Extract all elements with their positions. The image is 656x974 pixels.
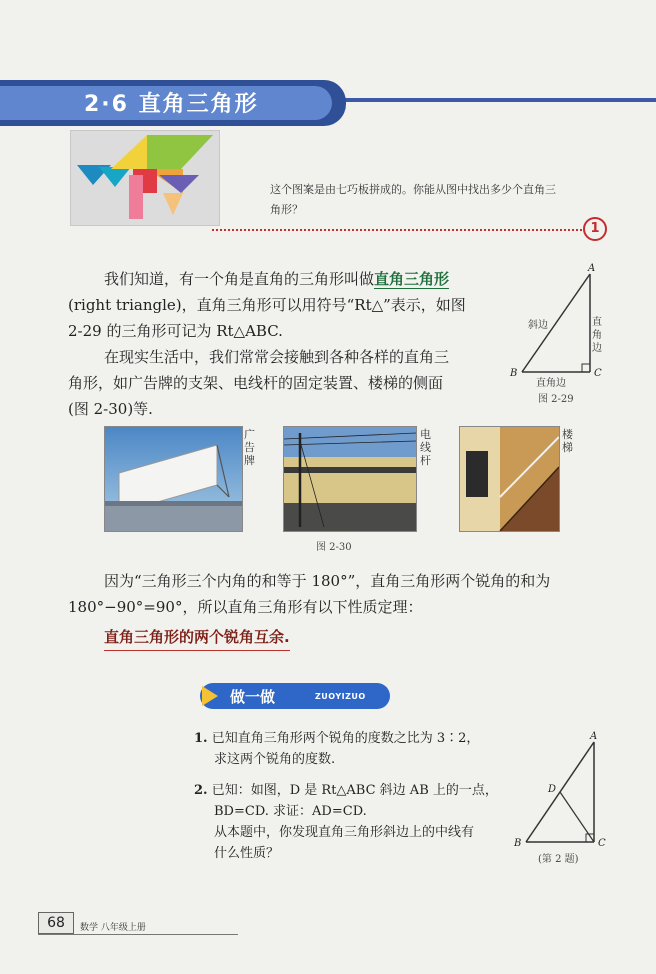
figure-question-2 [510, 730, 616, 866]
tangram-piece-peach [163, 193, 183, 215]
vertex-b-label: B [510, 368, 518, 379]
tangram-piece-pink [129, 175, 143, 219]
pole-illustration [284, 427, 416, 531]
label-billboard: 广告牌 [244, 428, 255, 467]
street [284, 503, 416, 531]
question-1-text: 已知直角三角形两个锐角的度数之比为 3∶2， [211, 731, 480, 746]
label-pole: 电线杆 [420, 428, 431, 467]
building [105, 505, 242, 531]
point-b-label: B [514, 838, 522, 849]
figure-question-2-caption: (第 2 题) [538, 854, 579, 865]
vertex-a-label: A [588, 263, 596, 274]
p1-line3: 2-29 的三角形可记为 Rt△ABC. [68, 322, 283, 340]
paragraph-3-line2: 180°−90°=90°，所以直角三角形有以下性质定理： [68, 598, 423, 616]
paragraph-2-line1: 在现实生活中，我们常常会接触到各种各样的直角三 [104, 348, 450, 366]
tangram-caption-line2: 角形？ [270, 203, 303, 216]
term-right-triangle: 直角三角形 [374, 270, 450, 288]
tangram-image [70, 130, 220, 226]
paragraph-3-line1: 因为“三角形三个内角的和等于 180°”，直角三角形两个锐角的和为 [104, 572, 551, 590]
p1-line2: (right triangle)，直角三角形可以用符号“Rt△”表示，如图 [68, 296, 466, 314]
question-2-line2: BD=CD. 求证：AD=CD. [214, 804, 367, 819]
p2-line3: (图 2-30)等. [68, 400, 153, 418]
figure-2-29 [504, 262, 624, 407]
vertical-leg-label: 直角边 [592, 317, 602, 354]
tangram-caption [270, 180, 600, 220]
footer-book-title: 数学 八年级上册 [80, 923, 146, 933]
billboard-illustration [105, 427, 242, 531]
question-2-line4: 什么性质？ [214, 846, 280, 861]
figure-2-30-caption: 图 2-30 [316, 542, 352, 553]
awning [284, 467, 416, 473]
question-1-line1 [194, 728, 514, 749]
section-marker: 1 [583, 217, 607, 241]
point-a-label: A [590, 731, 598, 742]
activity-title: 做一做 [230, 688, 276, 706]
label-stairs: 楼梯 [562, 428, 573, 454]
horizontal-leg-label: 直角边 [536, 378, 566, 389]
question-2-line3: 从本题中，你发现直角三角形斜边上的中线有 [214, 825, 475, 840]
dotted-rule [212, 229, 582, 231]
tangram-piece-purple [159, 175, 199, 193]
p1-text: 我们知道，有一个角是直角的三角形叫做 [104, 270, 375, 288]
tangram-piece-cyan [99, 167, 131, 187]
tangram-piece-green [147, 135, 213, 169]
tangram-piece-yellow [111, 135, 147, 169]
question-1-number: 1. [194, 731, 208, 746]
paragraph-1-rest [68, 292, 504, 344]
building-wall [284, 457, 416, 503]
point-d-label: D [548, 784, 557, 795]
vertex-c-label: C [594, 368, 602, 379]
question-2-line1 [194, 780, 514, 801]
question-1-line2: 求这两个锐角的度数. [214, 752, 336, 767]
question-2-text: 已知：如图，D 是 Rt△ABC 斜边 AB 上的一点， [211, 783, 498, 798]
figure-2-29-svg [504, 262, 624, 407]
play-arrow-icon [202, 686, 218, 706]
point-c-label: C [598, 838, 606, 849]
p2-line2: 角形，如广告牌的支架、电线杆的固定装置、楼梯的侧面 [68, 374, 444, 392]
question-2-number: 2. [194, 783, 208, 798]
tangram-svg [71, 131, 219, 225]
title-rule [330, 98, 656, 102]
figure-2-29-caption: 图 2-29 [538, 394, 574, 405]
activity-subtitle: ZUOYIZUO [315, 692, 366, 701]
theorem-statement: 直角三角形的两个锐角互余. [104, 626, 290, 651]
paragraph-2-rest [68, 370, 504, 422]
staircase-illustration [460, 427, 559, 531]
photo-telephone-pole [283, 426, 417, 532]
tangram-caption-line1: 这个图案是由七巧板拼成的。你能从图中找出多少个直角三 [270, 183, 556, 196]
hypotenuse-label: 斜边 [528, 320, 548, 331]
building-roof [105, 501, 242, 506]
figure-question-2-svg [510, 730, 616, 866]
page-number: 68 [38, 912, 74, 934]
photo-staircase [459, 426, 560, 532]
paragraph-1-line1 [104, 266, 504, 292]
section-title: 2·6 直角三角形 [84, 92, 259, 117]
doorway [466, 451, 488, 497]
photo-billboard [104, 426, 243, 532]
right-angle-mark [582, 364, 590, 372]
footer-rule [38, 934, 238, 935]
